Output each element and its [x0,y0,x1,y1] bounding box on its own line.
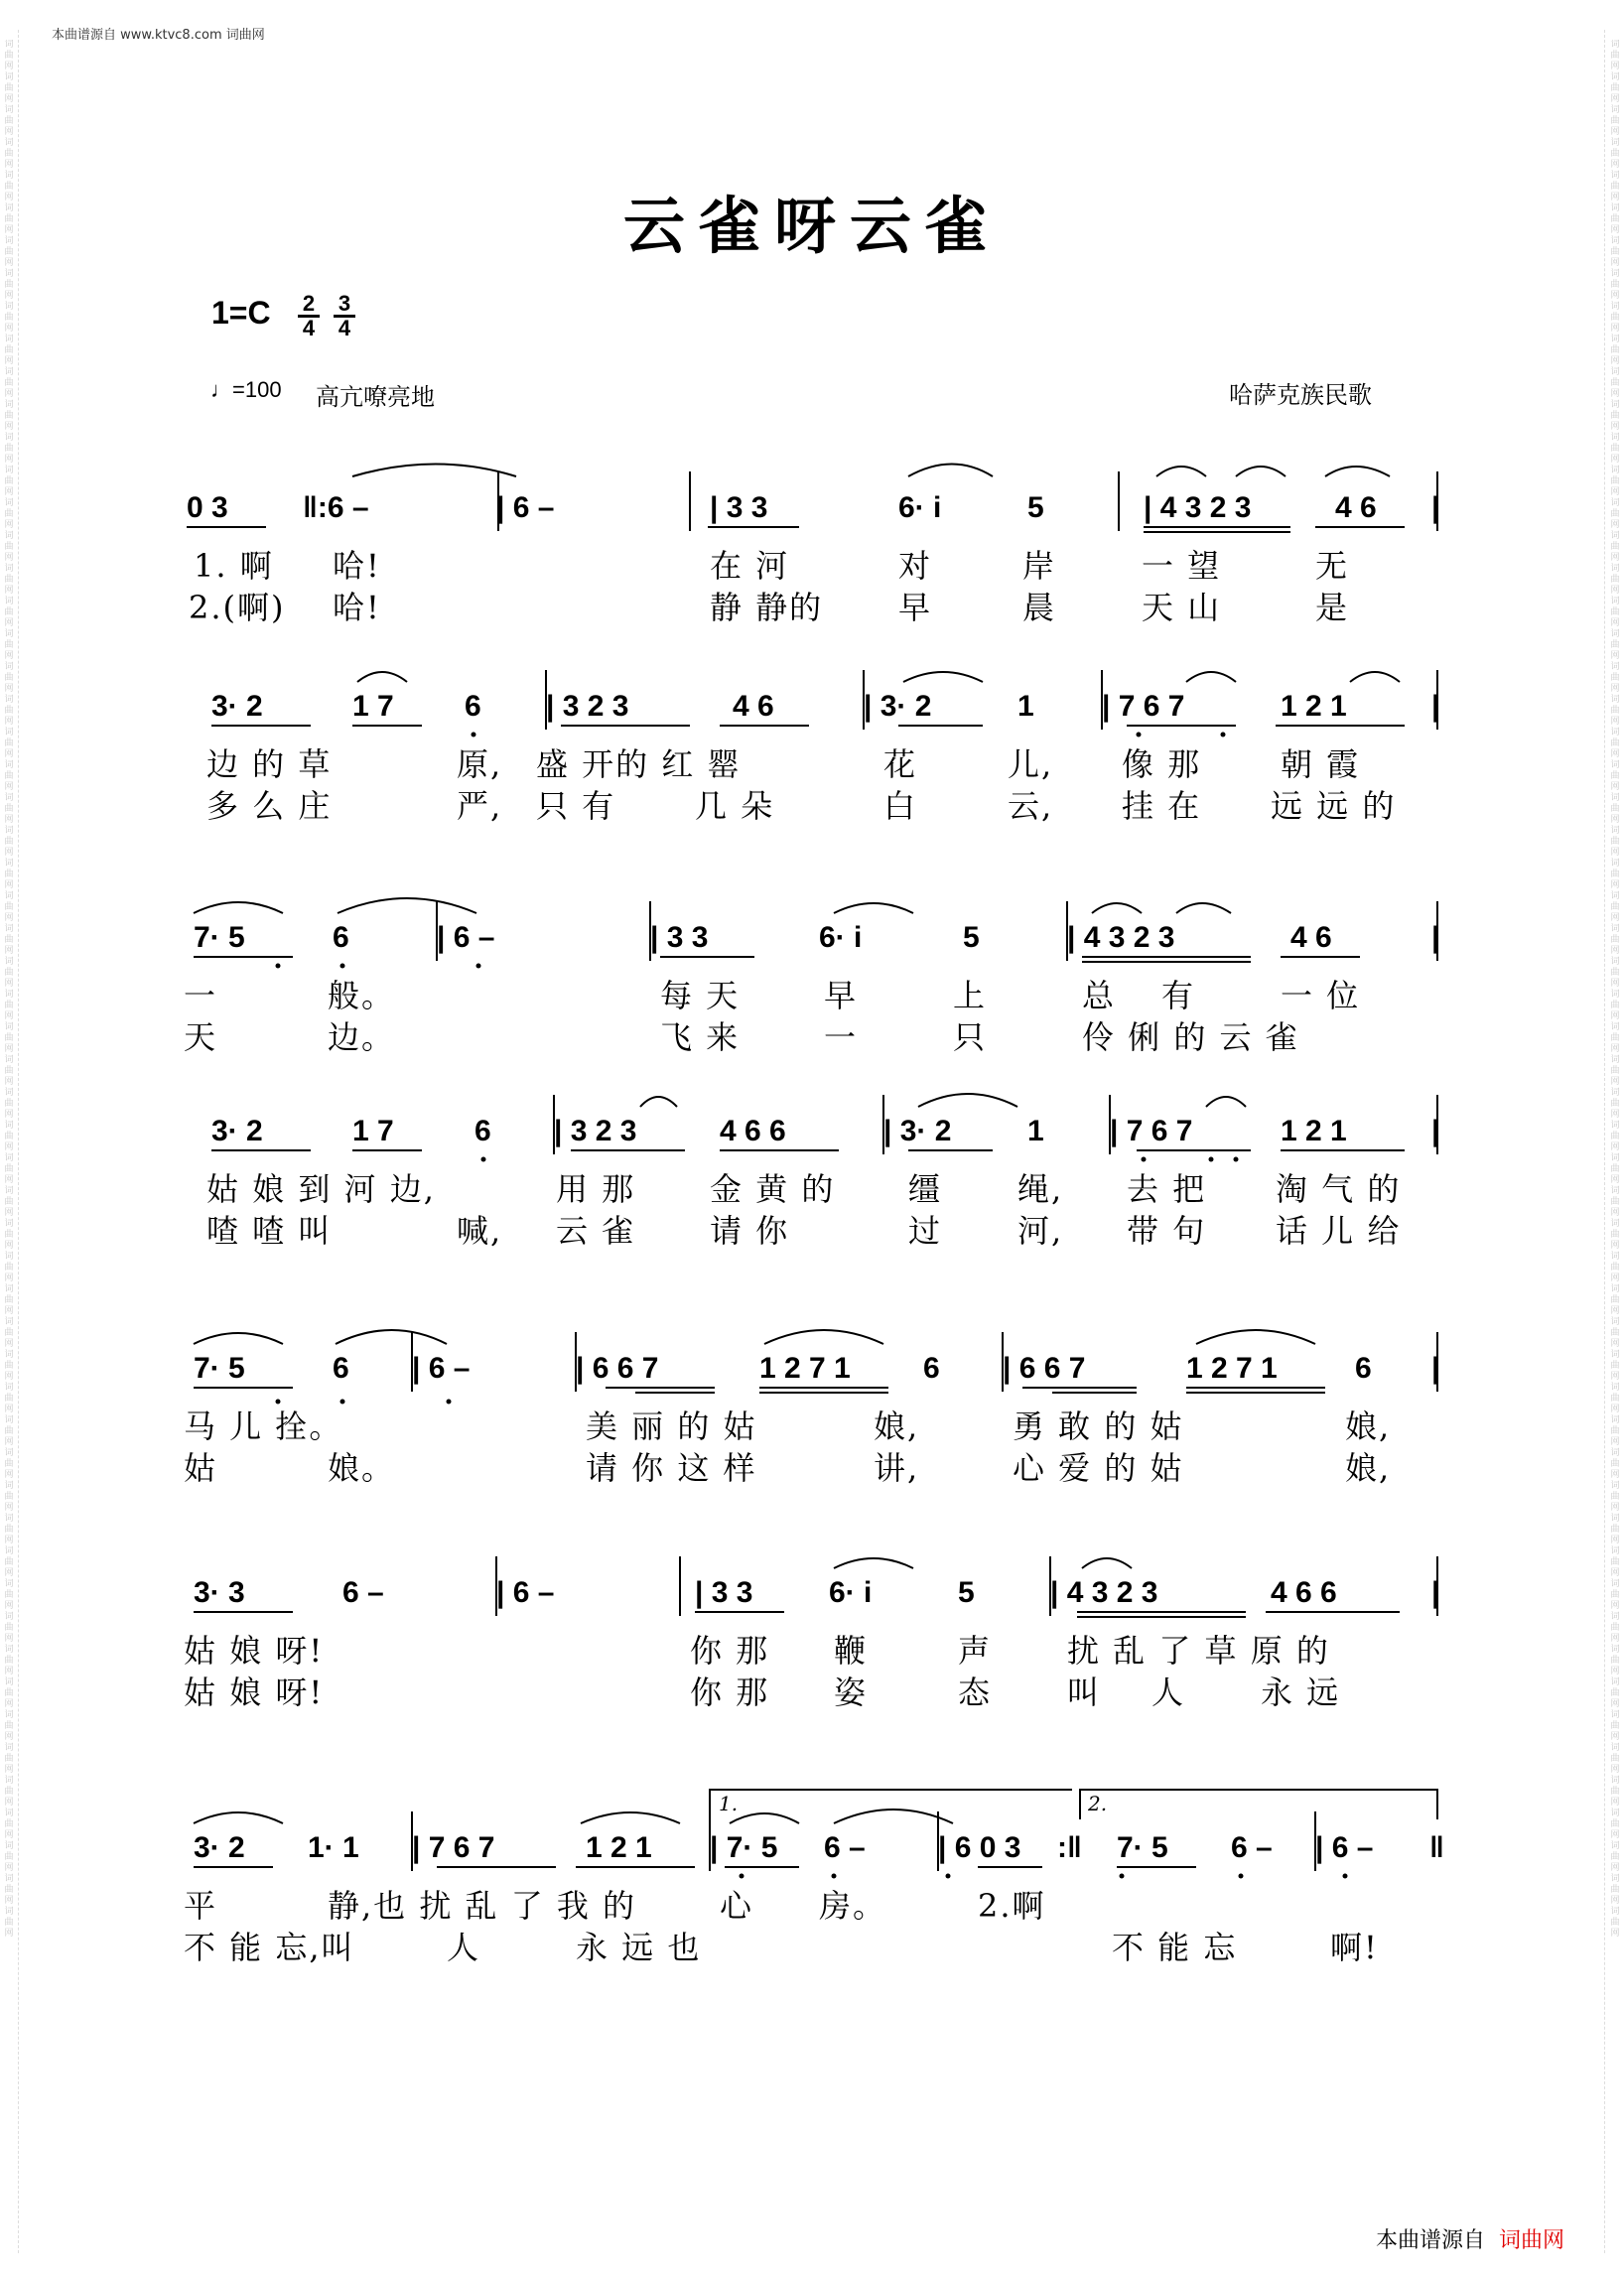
lyric-verse2: 天 [184,1018,218,1056]
notes-group: | 6 – [496,1576,555,1609]
lyric-verse1: 盛 开的 红 罂 [536,745,742,783]
lyric-verse1: 无 [1315,547,1350,585]
lyric-verse2: 永 远 也 [576,1929,702,1966]
lyric-verse1: 淘 气 的 [1276,1170,1402,1208]
lyric-verse1: 美 丽 的 姑 [586,1407,757,1445]
song-title: 云雀呀云雀 [622,190,1001,262]
lyric-verse2: 只 [953,1018,988,1056]
barline: | [1431,1352,1440,1385]
lyric-verse1: 声 [958,1632,993,1670]
notes-group: 6 [465,690,481,723]
lyric-verse2: 姿 [834,1674,869,1711]
notes-group: | 6 – [1315,1831,1374,1864]
lyric-verse1: 早 [824,977,859,1014]
lyric-verse2: 态 [958,1674,993,1711]
notes-group: | 4 3 2 3 [1050,1576,1158,1609]
lyric-verse2: 啊! [1330,1929,1379,1966]
notes-group: 6 – [824,1831,866,1864]
lyric-verse1: 总 [1082,977,1117,1014]
lyric-verse2: 静 静的 [710,589,824,626]
lyric-verse1: 金 黄 的 [710,1170,836,1208]
notes-group: 1 [1027,1115,1044,1147]
lyric-verse1: 姑 娘 到 河 边, [206,1170,436,1208]
notes-measure-3a: | 3 3 [710,491,768,524]
repeat-end-sign: :‖ [1057,1831,1082,1864]
notes-group: | 6 6 7 [576,1352,659,1385]
lyric-verse2: 喊, [457,1212,503,1250]
notes-group: 4 6 [733,690,774,723]
notes-group: | 6 – [437,921,495,954]
lyric-verse1: 哈! [333,547,381,585]
lyric-verse2: 人 [1151,1674,1186,1711]
time-signature-3-4 [334,293,355,339]
left-side-watermark: 词曲网词曲网词曲网词曲网词曲网词曲网词曲网词曲网词曲网词曲网词曲网词曲网词曲网词曲网词曲网词曲网词曲网词曲网词曲网词曲网词曲网词曲网词曲网词曲网词曲网词曲网词曲网词曲网词曲网词曲网词曲网词曲网词曲网词曲网词曲网词曲网词曲网词曲网词曲网词曲网词曲网词曲网词曲网词曲网词曲网词曲网词曲网词曲网词曲网词曲网词曲网词曲网词曲网词曲网词曲网词曲网词曲网词曲网 [4,40,14,1939]
lyric-verse2: 话 儿 给 [1276,1212,1402,1250]
time-sig-denominator: 4 [338,316,351,340]
notes-group: | 4 3 2 3 [1067,921,1175,954]
notes-group: 1 [1017,690,1034,723]
notes-measure-4a: | 4 3 2 3 [1144,491,1252,524]
lyric-verse1: 扰 乱 了 草 原 的 [1067,1632,1330,1670]
lyric-verse2: 姑 娘 呀! [184,1674,325,1711]
notes-group: 1 2 7 1 [1186,1352,1278,1385]
barline: | [1431,491,1440,524]
lyric-verse1: 岸 [1022,547,1057,585]
lyric-verse1: 娘, [874,1407,920,1445]
lyric-verse1: 一 位 [1281,977,1361,1014]
notes-measure-1: ‖:6 – [303,491,369,524]
lyric-verse2: 河, [1017,1212,1064,1250]
notes-group: | 6 0 3 [938,1831,1021,1864]
lyric-verse1: 你 那 [690,1632,770,1670]
footer-source-label: 本曲谱源自 [1375,2228,1485,2253]
time-signature-2-4 [298,293,320,339]
lyric-verse1: 每 天 [660,977,741,1014]
lyric-verse1: 房。 [819,1887,887,1925]
lyric-verse1: 边 的 草 [206,745,333,783]
lyric-verse1: 像 那 [1122,745,1202,783]
lyric-verse2: 晨 [1022,589,1057,626]
lyric-verse2: 带 句 [1127,1212,1207,1250]
lyric-verse2: 永 远 [1261,1674,1341,1711]
notes-group: 1· 1 [308,1831,359,1864]
notes-measure-pickup: 0 3 [187,491,228,524]
notes-group: | 3· 2 [864,690,932,723]
notes-group: 3· 2 [211,690,263,723]
lyric-verse1: 一 [184,977,218,1014]
lyric-verse2: 娘。 [328,1449,396,1487]
lyric-verse2: 不 能 忘 [1112,1929,1238,1966]
notes-measure-3b: 6· i [898,491,942,524]
right-side-watermark: 词曲网词曲网词曲网词曲网词曲网词曲网词曲网词曲网词曲网词曲网词曲网词曲网词曲网词曲网词曲网词曲网词曲网词曲网词曲网词曲网词曲网词曲网词曲网词曲网词曲网词曲网词曲网词曲网词曲网词曲网词曲网词曲网词曲网词曲网词曲网词曲网词曲网词曲网词曲网词曲网词曲网词曲网词曲网词曲网词曲网词曲网词曲网词曲网词曲网词曲网词曲网词曲网词曲网词曲网词曲网词曲网词曲网词曲网 [1610,40,1620,1939]
lyric-verse2: 远 远 的 [1271,787,1397,825]
notes-group: 6 [333,921,349,954]
lyric-verse2: 过 [908,1212,943,1250]
notes-group: | 3· 2 [883,1115,952,1147]
notes-group: | 7 6 7 [412,1831,495,1864]
time-sig-denominator: 4 [302,316,316,340]
lyric-verse2: 心 爱 的 姑 [1013,1449,1184,1487]
notes-group: 6 – [1231,1831,1273,1864]
lyric-verse1: 原, [457,745,503,783]
lyric-verse2: 2.(啊) [189,589,286,626]
notes-group: 6 [474,1115,491,1147]
notes-group: 6 – [342,1576,384,1609]
lyric-verse1: 1. 啊 [194,547,274,585]
volta-1-label: 1. [719,1792,739,1815]
lyric-verse2: 云, [1008,787,1054,825]
lyric-verse2: 多 么 庄 [206,787,333,825]
volta-2-label: 2. [1088,1792,1108,1815]
lyric-verse2: 严, [457,787,503,825]
notes-group: 1 7 [352,690,394,723]
footer-brand-link[interactable]: 词曲网 [1498,2228,1564,2253]
barline: | [1431,690,1440,723]
lyric-verse1: 般。 [328,977,396,1014]
notes-group: | 7 6 7 [1110,1115,1193,1147]
lyric-verse1: 一 望 [1142,547,1222,585]
lyric-verse1: 在 河 [710,547,790,585]
footer-source [1376,2223,1564,2254]
notes-group: 1 2 1 [1281,690,1347,723]
lyric-verse1: 马 儿 拴。 [184,1407,343,1445]
notes-group: | 3 3 [695,1576,753,1609]
lyric-verse1: 勇 敢 的 姑 [1013,1407,1184,1445]
key-signature: 1=C [211,295,271,331]
lyric-verse2: 几 朵 [695,787,775,825]
lyric-verse2: 白 [883,787,918,825]
lyric-verse1: 绳, [1017,1170,1064,1208]
notes-group: 3· 3 [194,1576,245,1609]
lyric-verse1: 花 [883,745,918,783]
notes-group: 6 [923,1352,940,1385]
barline: | [1431,1576,1440,1609]
notes-measure-2: | 6 – [496,491,555,524]
notes-group: 5 [963,921,980,954]
lyric-verse1: 娘, [1345,1407,1392,1445]
lyric-verse1: 平 [184,1887,218,1925]
lyric-verse2: 哈! [333,589,381,626]
expression-marking: 高亢嘹亮地 [316,384,435,411]
notes-group: 3· 2 [211,1115,263,1147]
notes-group: 1 2 1 [586,1831,652,1864]
lyric-verse2: 只 有 [536,787,616,825]
notes-group: 3· 2 [194,1831,245,1864]
lyric-verse1: 心 [720,1887,754,1925]
lyric-verse2: 早 [898,589,933,626]
notes-group: | 3 2 3 [554,1115,637,1147]
notes-group: 7· 5 [194,921,245,954]
notes-group: 4 6 [1290,921,1332,954]
site-source-note: 本曲谱源自 www.ktvc8.com 词曲网 [52,28,265,43]
lyric-verse1: 去 把 [1127,1170,1207,1208]
lyric-verse2: 伶 俐 的 云 雀 [1082,1018,1299,1056]
time-sig-numerator: 2 [298,293,320,318]
lyric-verse2: 请 你 这 样 [586,1449,757,1487]
lyric-verse1: 儿, [1008,745,1054,783]
lyric-verse2: 娘, [1345,1449,1392,1487]
notes-measure-4b: 4 6 [1335,491,1377,524]
notes-group: | 3 2 3 [546,690,629,723]
notes-group: 4 6 6 [720,1115,786,1147]
lyric-verse2: 请 你 [710,1212,790,1250]
lyric-verse2: 人 [447,1929,481,1966]
notes-group: 5 [958,1576,975,1609]
lyric-verse2: 是 [1315,589,1350,626]
lyric-verse2: 你 那 [690,1674,770,1711]
notes-group: 7· 5 [194,1352,245,1385]
barline: | [1431,1115,1440,1147]
lyric-verse2: 云 雀 [556,1212,636,1250]
notes-group: | 6 6 7 [1003,1352,1086,1385]
time-sig-numerator: 3 [334,293,355,318]
notes-group: 6· i [819,921,863,954]
lyric-verse2: 飞 来 [660,1018,741,1056]
lyric-verse2: 挂 在 [1122,787,1202,825]
song-attribution: 哈萨克族民歌 [1229,382,1372,409]
lyric-verse2: 讲, [874,1449,920,1487]
lyric-verse1: 对 [898,547,933,585]
lyric-verse1: 朝 霞 [1281,745,1361,783]
lyric-verse2: 一 [824,1018,859,1056]
lyric-verse1: 用 那 [556,1170,636,1208]
lyric-verse1: 缰 [908,1170,943,1208]
notes-group: 4 6 6 [1271,1576,1337,1609]
notes-group: 7· 5 [1117,1831,1168,1864]
notes-group: 6 [1355,1352,1372,1385]
lyric-verse2: 喳 喳 叫 [206,1212,333,1250]
notes-measure-3c: 5 [1027,491,1044,524]
lyric-verse2: 边。 [328,1018,396,1056]
notes-group: 6· i [829,1576,873,1609]
lyric-verse2: 不 能 忘,叫 [184,1929,355,1966]
lyric-verse1: 2.啊 [978,1887,1046,1925]
lyric-verse1: 上 [953,977,988,1014]
notes-group: | 6 – [412,1352,471,1385]
notes-group: | 7· 5 [710,1831,778,1864]
notes-group: 1 2 7 1 [759,1352,851,1385]
lyric-verse2: 天 山 [1142,589,1222,626]
final-barline: ‖ [1429,1831,1444,1864]
barline: | [1431,921,1440,954]
notes-group: | 3 3 [650,921,709,954]
lyric-verse1: 姑 娘 呀! [184,1632,325,1670]
tempo-marking: ♩=100 [210,377,282,402]
lyric-verse2: 姑 [184,1449,218,1487]
lyric-verse1: 静,也 扰 乱 了 我 的 [328,1887,637,1925]
notes-group: 6 [333,1352,349,1385]
lyric-verse2: 叫 [1067,1674,1102,1711]
notes-group: 1 7 [352,1115,394,1147]
notes-group: 1 2 1 [1281,1115,1347,1147]
lyric-verse1: 鞭 [834,1632,869,1670]
lyric-verse1: 有 [1161,977,1196,1014]
notes-group: | 7 6 7 [1102,690,1185,723]
